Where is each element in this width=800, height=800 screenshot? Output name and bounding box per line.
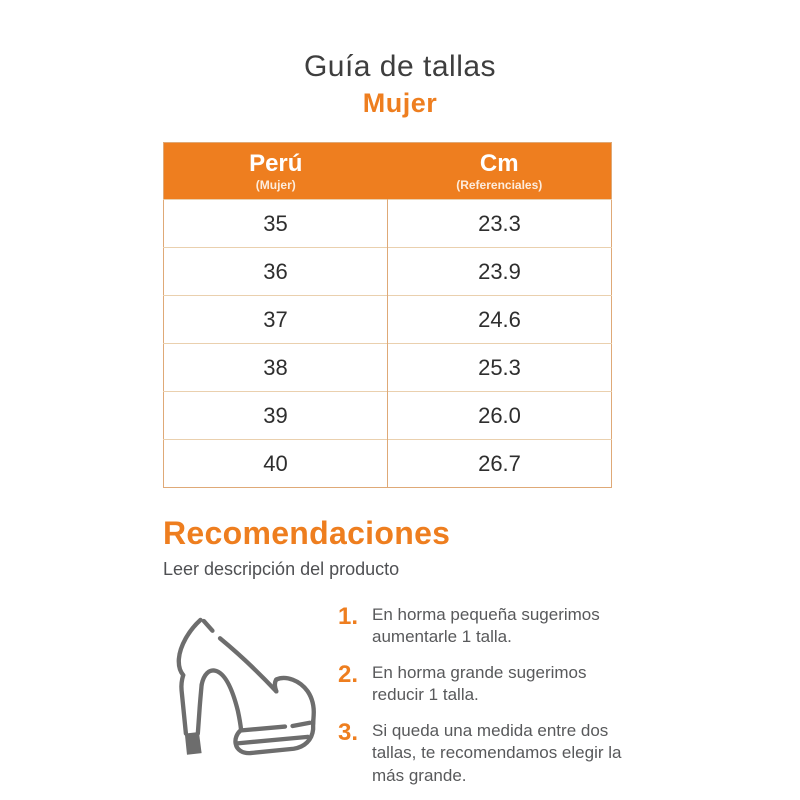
table-row [164, 248, 612, 296]
list-item [338, 604, 638, 649]
list-item [338, 720, 638, 787]
size-cell-peru: 38 [164, 344, 388, 392]
page-title: Guía de tallas [303, 50, 497, 83]
size-cell-peru: 35 [164, 200, 388, 248]
column-header-peru-label: Perú [249, 150, 303, 178]
list-item-text: En horma pequeña sugerimos aumentarle 1 talla. [372, 605, 600, 647]
table-row [164, 200, 612, 248]
size-cell-cm: 24.6 [388, 296, 612, 344]
list-item-text: En horma grande sugerimos reducir 1 talla. [372, 662, 587, 705]
recommendations-heading: Recomendaciones [163, 515, 451, 551]
size-cell-cm: 25.3 [388, 344, 612, 392]
table-row [164, 296, 612, 344]
list-item-number: 2. [338, 660, 359, 688]
column-header-cm-sublabel: (Referenciales) [456, 177, 543, 192]
size-table-container [163, 142, 612, 488]
size-cell-cm: 26.7 [388, 440, 612, 488]
list-item-text: Si queda una medida entre dos tallas, te recomendamos elegir la más grande. [372, 720, 622, 785]
list-item-number: 1. [338, 603, 359, 630]
high-heel-shoe-icon [170, 600, 338, 765]
table-row [164, 440, 612, 488]
size-cell-peru: 40 [164, 440, 388, 488]
column-header-cm-label: Cm [479, 150, 519, 178]
column-header-cm [388, 143, 612, 200]
size-cell-peru: 36 [164, 248, 388, 296]
table-row [164, 344, 612, 392]
size-cell-cm: 23.9 [388, 248, 612, 296]
size-table-body [164, 200, 612, 488]
page-subtitle: Mujer [362, 88, 438, 118]
size-cell-cm: 26.0 [388, 392, 612, 440]
list-item-number: 3. [338, 718, 359, 746]
list-item [338, 662, 638, 707]
size-cell-peru: 37 [164, 296, 388, 344]
recommendations-list [338, 604, 638, 800]
size-table-header-row [164, 143, 612, 200]
column-header-peru-sublabel: (Mujer) [255, 177, 296, 192]
size-cell-peru: 39 [164, 392, 388, 440]
table-row [164, 392, 612, 440]
size-table [163, 142, 612, 488]
size-cell-cm: 23.3 [388, 200, 612, 248]
recommendations-content [170, 600, 800, 800]
column-header-peru [164, 143, 388, 200]
recommendations-subheading: Leer descripción del producto [163, 559, 400, 579]
